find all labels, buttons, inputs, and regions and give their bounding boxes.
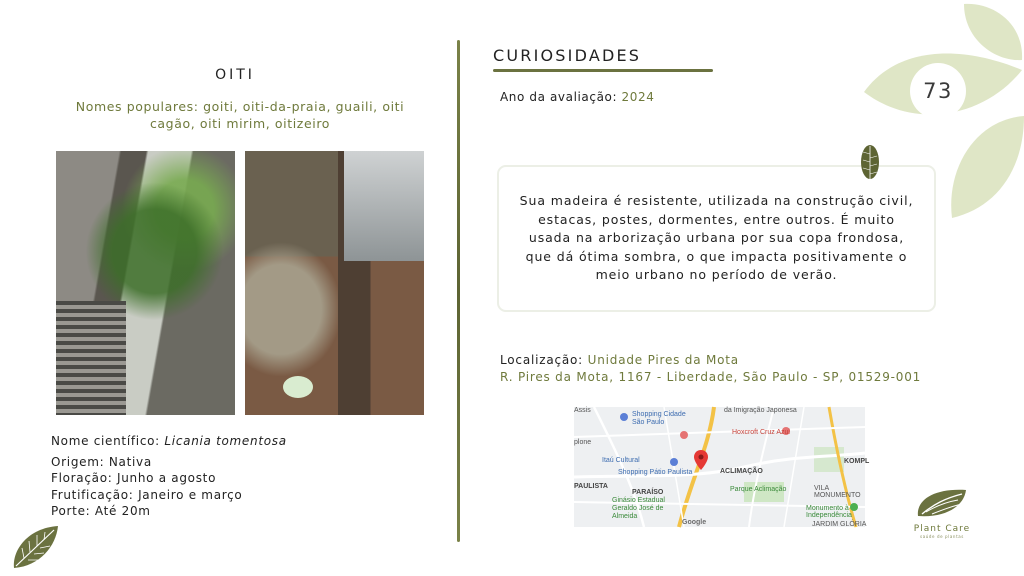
map-label-patio: Shopping Pátio Paulista: [618, 469, 693, 476]
curiosities-text: Sua madeira é resistente, utilizada na construção civil, estacas, postes, dormentes, entre outros. É muito usada na arborização urbana por sua copa frondosa, que dá ótima sombra, o que impacta positivamente o meio urbano no período de verão.: [519, 193, 914, 283]
location-address: R. Pires da Mota, 1167 - Liberdade, São Paulo - SP, 01529-001: [500, 370, 922, 384]
map-google-logo: Google: [682, 519, 707, 526]
scientific-label: Nome científico:: [51, 434, 160, 448]
eval-label: Ano da avaliação:: [500, 90, 618, 104]
scientific-name: Licania tomentosa: [164, 434, 287, 448]
map-pin-icon: [694, 450, 708, 470]
map-label-kompl: KOMPL: [844, 458, 870, 465]
map-label-assis: Assis: [574, 407, 591, 414]
map-label-vila: VILA MONUMENTO: [814, 485, 861, 499]
plant-specs: [51, 433, 287, 520]
page-number: 73: [910, 63, 966, 119]
fruiting-line: Frutificação: Janeiro e março: [51, 487, 243, 502]
plant-care-logo-icon: [912, 486, 972, 520]
origin-line: Origem: Nativa: [51, 454, 152, 469]
location-label: Localização:: [500, 353, 584, 367]
corner-leaf-icon: [10, 522, 62, 572]
map-label-paraiso: PARAÍSO: [632, 489, 664, 496]
map-label-parque: Parque Aclimação: [730, 486, 787, 493]
map-label-monumento: Monumento à Independência: [806, 505, 852, 519]
map-label-itau: Itaú Cultural: [602, 457, 640, 464]
location-place: Unidade Pires da Mota: [587, 353, 739, 367]
scientific-name-line: [51, 433, 287, 450]
map-label-jardim: JARDIM GLÓRIA: [812, 521, 867, 528]
location-map[interactable]: [574, 407, 870, 528]
plant-name-title: OITI: [215, 67, 255, 83]
eval-year-value: 2024: [621, 90, 655, 104]
curiosities-box: [497, 165, 936, 312]
map-label-ginasio: Ginásio Estadual Geraldo José de Almeida: [612, 497, 665, 520]
map-label-aclimacao: ACLIMAÇÃO: [720, 468, 763, 475]
location-line: [500, 352, 921, 369]
location-block: [500, 352, 921, 386]
map-label-shopping-cidade: Shopping Cidade São Paulo: [632, 411, 686, 426]
tree-photo-1: [56, 151, 235, 415]
box-leaf-icon: [859, 144, 881, 184]
flowering-line: Floração: Junho a agosto: [51, 471, 217, 486]
column-divider: [457, 40, 460, 542]
brand-logo: [900, 486, 984, 542]
map-label-hoxcroft: Hoxcroft Cruz Azul: [732, 429, 790, 436]
popular-names: Nomes populares: goiti, oiti-da-praia, guaili, oiti cagão, oiti mirim, oitizeiro: [75, 99, 405, 131]
size-line: Porte: Até 20m: [51, 504, 151, 519]
evaluation-year: [500, 90, 655, 104]
map-label-paulista: PAULISTA: [574, 483, 608, 490]
map-label-imigracao: da Imigração Japonesa: [724, 407, 797, 414]
brand-tagline: saúde de plantas: [920, 534, 964, 539]
title-underline: [493, 69, 713, 72]
tree-photo-2: [245, 151, 424, 415]
curiosities-title: CURIOSIDADES: [493, 46, 642, 65]
map-label-plone: plone: [574, 439, 592, 446]
brand-name: Plant Care: [913, 524, 971, 534]
